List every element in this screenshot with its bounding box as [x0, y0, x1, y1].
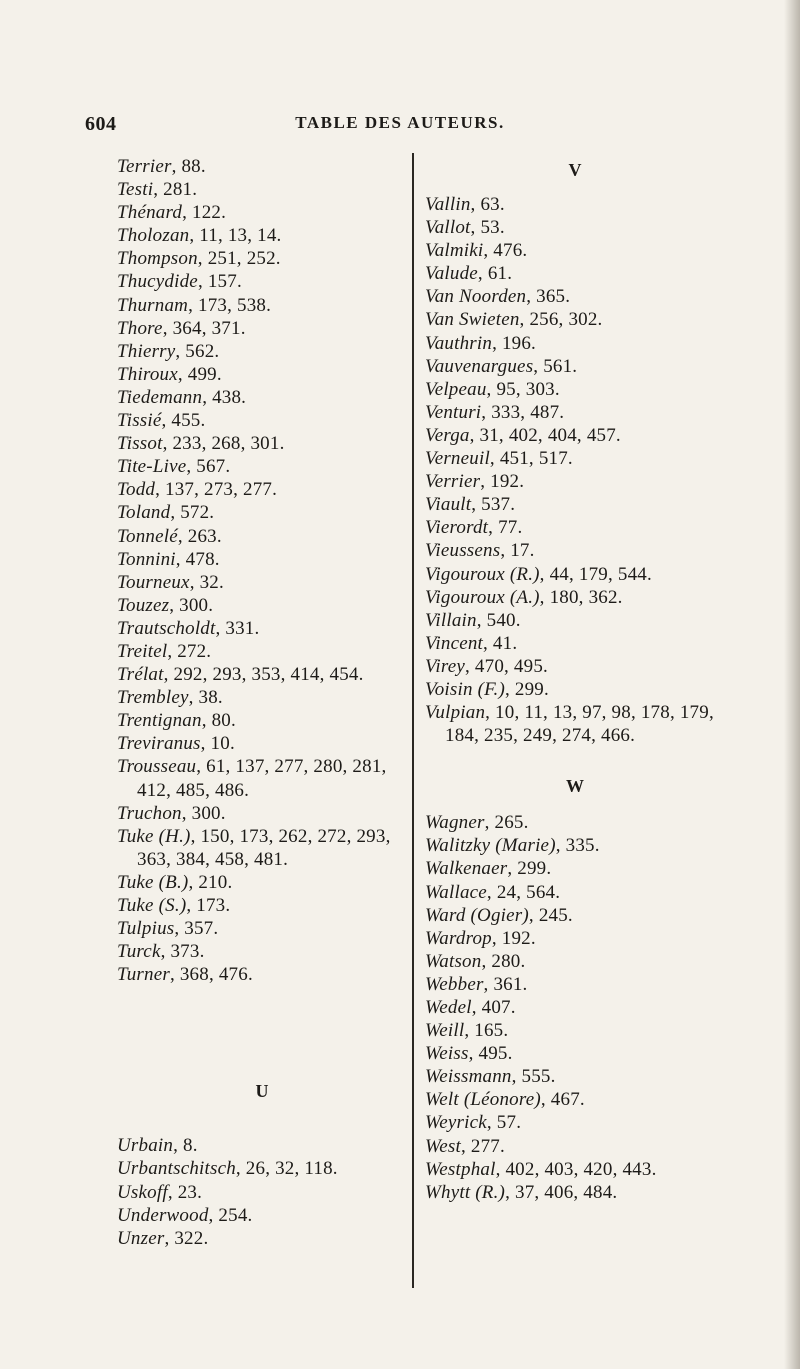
- author-name: Tholozan: [117, 225, 190, 247]
- author-name: Underwood: [117, 1204, 209, 1226]
- index-entry: [117, 294, 407, 317]
- index-entry: [425, 1135, 725, 1158]
- page-references: , 233, 268, 301.: [162, 433, 285, 455]
- index-entry: [117, 548, 407, 571]
- index-entry: [425, 239, 725, 262]
- index-entry: [117, 363, 407, 386]
- left-column: [117, 155, 407, 1250]
- index-entry: [425, 378, 725, 401]
- index-entry: [425, 973, 725, 996]
- author-name: Trélat: [117, 664, 164, 686]
- author-qualifier: (R.): [470, 1181, 506, 1203]
- author-name: Trousseau: [117, 756, 197, 778]
- author-name: Valude: [425, 263, 478, 285]
- index-entry: [425, 193, 725, 216]
- author-name: West: [425, 1135, 461, 1157]
- author-name: Trentignan: [117, 710, 202, 732]
- index-entry: [425, 447, 725, 470]
- page-references: , 373.: [160, 941, 205, 963]
- page-references: , 292, 293, 353, 414, 454.: [163, 664, 364, 686]
- index-entry: [117, 1204, 407, 1227]
- entries-v: [425, 193, 725, 747]
- page-references: , 263.: [177, 525, 222, 547]
- author-name: Weill: [425, 1020, 465, 1042]
- author-name: Thiroux: [117, 363, 178, 385]
- index-entry: [117, 802, 407, 825]
- index-entry: [117, 478, 407, 501]
- page-references: , 572.: [170, 502, 215, 524]
- author-name: Welt: [425, 1089, 459, 1111]
- index-entry: [425, 678, 725, 701]
- author-name: Tissot: [117, 433, 163, 455]
- author-name: Tulpius: [117, 918, 175, 940]
- index-entry: [117, 432, 407, 455]
- index-entry: [117, 571, 407, 594]
- author-name: Villain: [425, 609, 477, 631]
- index-entry: [117, 894, 407, 917]
- page-references: , 11, 13, 14.: [189, 225, 282, 247]
- page-references: , 300.: [169, 594, 214, 616]
- author-name: Van Swieten: [425, 309, 520, 331]
- index-entry: [117, 270, 407, 293]
- index-entry: [425, 470, 725, 493]
- right-column: [425, 155, 725, 1204]
- author-name: Voisin: [425, 678, 473, 700]
- author-name: Vauvenargues: [425, 355, 534, 377]
- author-name: Wagner: [425, 812, 485, 834]
- section-letter-u: U: [255, 1081, 269, 1102]
- page-references: , 254.: [208, 1204, 253, 1226]
- index-entry: [117, 409, 407, 432]
- index-entry: [425, 401, 725, 424]
- author-qualifier: (A.): [504, 586, 540, 608]
- index-entry: [425, 655, 725, 678]
- index-entry: [117, 755, 407, 801]
- page-references: , 555.: [511, 1066, 556, 1088]
- index-entry: [425, 609, 725, 632]
- index-entry: [117, 178, 407, 201]
- index-entry: [425, 539, 725, 562]
- page-references: , 476.: [483, 240, 528, 262]
- author-qualifier: (R.): [504, 563, 540, 585]
- index-entry: [117, 317, 407, 340]
- index-entry: [117, 940, 407, 963]
- index-entry: [117, 825, 407, 871]
- column-divider: [412, 153, 414, 1288]
- page-references: , 364, 371.: [162, 317, 246, 339]
- index-entry: [425, 1111, 725, 1134]
- page-references: , 299.: [507, 858, 552, 880]
- index-entry: [117, 525, 407, 548]
- index-entry: [425, 563, 725, 586]
- index-entry: [117, 1157, 407, 1180]
- page-references: , 26, 32, 118.: [235, 1158, 338, 1180]
- index-entry: [117, 455, 407, 478]
- index-entry: [425, 950, 725, 973]
- page-references: , 567.: [186, 456, 231, 478]
- section-gap: [117, 986, 407, 1076]
- page-references: , 38.: [188, 687, 223, 709]
- author-name: Treitel: [117, 640, 168, 662]
- author-name: Vigouroux: [425, 563, 505, 585]
- author-qualifier: (B.): [153, 871, 189, 893]
- author-name: Vierordt: [425, 517, 489, 539]
- page-references: , 277.: [461, 1135, 505, 1157]
- index-entry: [425, 632, 725, 655]
- author-name: Tiedemann: [117, 386, 203, 408]
- author-name: Tissié: [117, 410, 162, 432]
- index-entry: [117, 963, 407, 986]
- author-name: Verga: [425, 424, 470, 446]
- author-name: Turner: [117, 964, 170, 986]
- page-edge-shadow: [784, 0, 800, 1369]
- page-number: 604: [85, 113, 117, 135]
- page-references: , 438.: [202, 386, 247, 408]
- index-entry: [425, 881, 725, 904]
- author-name: Weyrick: [425, 1112, 487, 1134]
- index-entry: [425, 285, 725, 308]
- page-references: , 53.: [470, 217, 505, 239]
- page-references: , 451, 517.: [489, 448, 573, 470]
- author-name: Vulpian: [425, 702, 486, 724]
- page-references: , 272.: [167, 640, 212, 662]
- author-qualifier: (F.): [472, 678, 505, 700]
- author-name: Todd: [117, 479, 156, 501]
- author-name: Thompson: [117, 248, 198, 270]
- author-name: Van Noorden: [425, 286, 527, 308]
- author-name: Uskoff: [117, 1181, 168, 1203]
- page-references: , 331.: [215, 617, 260, 639]
- author-qualifier: (Léonore): [458, 1089, 541, 1111]
- author-qualifier: (S.): [153, 895, 187, 916]
- author-name: Watson: [425, 950, 482, 972]
- page-references: , 333, 487.: [481, 401, 565, 423]
- author-name: Valmiki: [425, 240, 484, 262]
- index-entry: [117, 617, 407, 640]
- page-references: , 17.: [500, 540, 535, 562]
- section-letter-w: W: [566, 776, 584, 797]
- page-references: , 322.: [164, 1227, 209, 1249]
- page-references: , 265.: [484, 812, 529, 834]
- index-entry: [117, 155, 407, 178]
- page-references: , 41.: [483, 632, 518, 654]
- page-references: , 44, 179, 544.: [539, 563, 652, 585]
- author-name: Tuke: [117, 825, 154, 847]
- page-references: , 365.: [526, 286, 571, 308]
- page-references: , 281.: [153, 179, 198, 201]
- author-name: Tuke: [117, 871, 154, 893]
- page-references: , 357.: [174, 918, 219, 940]
- author-name: Verrier: [425, 471, 481, 493]
- running-head-title: TABLE DES AUTEURS.: [295, 113, 505, 132]
- author-name: Wedel: [425, 997, 472, 1018]
- page-references: , 61.: [477, 263, 513, 285]
- index-entry: [425, 1088, 725, 1111]
- index-entry: [117, 709, 407, 732]
- author-name: Tonnini: [117, 548, 176, 570]
- author-name: Wallace: [425, 881, 487, 903]
- page-references: , 251, 252.: [197, 248, 281, 270]
- author-name: Webber: [425, 973, 484, 995]
- author-name: Trembley: [117, 687, 189, 709]
- page-references: , 361.: [483, 973, 528, 995]
- page-references: , 88.: [171, 156, 206, 177]
- entries-w: [425, 811, 725, 1204]
- index-entry: [425, 332, 725, 355]
- page-references: , 300.: [181, 802, 226, 824]
- author-qualifier: (Marie): [490, 835, 556, 857]
- page-references: , 467.: [540, 1089, 585, 1111]
- index-entry: [117, 1134, 407, 1157]
- author-name: Venturi: [425, 401, 482, 423]
- index-entry: [117, 340, 407, 363]
- page-references: , 77.: [488, 517, 523, 539]
- author-name: Tite-Live: [117, 456, 187, 478]
- index-entry: [425, 1065, 725, 1088]
- page-references: , 407.: [471, 997, 516, 1018]
- author-name: Urbain: [117, 1135, 174, 1157]
- author-name: Vauthrin: [425, 332, 493, 354]
- index-entry: [117, 224, 407, 247]
- author-name: Urbantschitsch: [117, 1158, 236, 1180]
- author-name: Weiss: [425, 1043, 469, 1065]
- author-name: Ward: [425, 904, 466, 926]
- page-references: , 402, 403, 420, 443.: [495, 1158, 657, 1180]
- author-name: Unzer: [117, 1227, 165, 1249]
- author-name: Vallot: [425, 217, 471, 239]
- page-references: , 37, 406, 484.: [505, 1181, 618, 1203]
- page-references: , 499.: [177, 363, 222, 385]
- page-references: , 192.: [480, 471, 525, 493]
- author-name: Walkenaer: [425, 858, 508, 880]
- author-name: Vieussens: [425, 540, 501, 562]
- index-entry: [425, 834, 725, 857]
- page-references: , 245.: [528, 904, 573, 926]
- page-references: , 23.: [167, 1181, 203, 1203]
- author-name: Tourneux: [117, 571, 190, 593]
- page-references: , 63.: [470, 194, 505, 215]
- page-references: , 196.: [492, 332, 537, 354]
- section-gap: [425, 747, 725, 771]
- author-name: Vallin: [425, 194, 471, 215]
- index-entry: [117, 732, 407, 755]
- author-qualifier: (H.): [153, 825, 191, 847]
- index-entry: [425, 424, 725, 447]
- author-name: Toland: [117, 502, 171, 524]
- author-name: Tonnelé: [117, 525, 178, 547]
- page-references: , 80.: [201, 710, 236, 732]
- index-entry: [117, 871, 407, 894]
- index-entry: [117, 201, 407, 224]
- page-references: , 122.: [182, 202, 227, 224]
- author-name: Trautscholdt: [117, 617, 216, 639]
- page-references: , 57.: [486, 1112, 522, 1134]
- index-entry: [117, 686, 407, 709]
- index-entry: [117, 640, 407, 663]
- author-name: Vigouroux: [425, 586, 505, 608]
- index-entry: [425, 904, 725, 927]
- page-references: , 256, 302.: [519, 309, 603, 331]
- author-qualifier: (Ogier): [465, 904, 529, 926]
- author-name: Westphal: [425, 1158, 496, 1180]
- page-references: , 95, 303.: [486, 378, 560, 400]
- index-entry: [425, 1019, 725, 1042]
- page-references: , 157.: [197, 271, 242, 293]
- index-entry: [425, 1158, 725, 1181]
- page-references: , 368, 476.: [169, 964, 253, 986]
- author-name: Whytt: [425, 1181, 471, 1203]
- index-entry: [117, 917, 407, 940]
- page-references: , 150, 173, 262, 272, 293, 363, 384, 458, 481.: [137, 825, 391, 870]
- author-name: Velpeau: [425, 378, 487, 400]
- author-name: Weissmann: [425, 1066, 512, 1088]
- page-references: , 561.: [533, 355, 578, 377]
- page-references: , 8.: [173, 1135, 198, 1157]
- page-references: , 478.: [175, 548, 220, 570]
- author-name: Virey: [425, 655, 466, 677]
- author-name: Thurnam: [117, 294, 189, 316]
- page-references: , 335.: [555, 835, 600, 857]
- author-name: Thierry: [117, 340, 176, 362]
- index-entry: [425, 811, 725, 834]
- index-entry: [425, 355, 725, 378]
- index-entry: [117, 501, 407, 524]
- author-name: Thénard: [117, 202, 183, 224]
- author-name: Thucydide: [117, 271, 198, 293]
- author-name: Wardrop: [425, 927, 492, 949]
- page-references: , 495.: [468, 1043, 513, 1065]
- index-entry: [425, 216, 725, 239]
- page-references: , 210.: [188, 871, 233, 893]
- page-references: , 31, 402, 404, 457.: [469, 424, 621, 446]
- page-references: , 32.: [189, 571, 224, 593]
- index-entry: [117, 1181, 407, 1204]
- author-name: Walitzky: [425, 835, 491, 857]
- index-entry: [425, 1042, 725, 1065]
- author-name: Terrier: [117, 156, 172, 177]
- entries-t: [117, 155, 407, 986]
- index-entry: [425, 857, 725, 880]
- index-entry: [425, 996, 725, 1019]
- index-entry: [425, 586, 725, 609]
- index-entry: [425, 1181, 725, 1204]
- author-name: Treviranus: [117, 733, 201, 755]
- author-name: Touzez: [117, 594, 170, 616]
- page-references: , 10, 11, 13, 97, 98, 178, 179, 184, 235, 249, 274, 466.: [445, 702, 714, 747]
- page-references: , 24, 564.: [486, 881, 561, 903]
- page-references: , 165.: [464, 1020, 509, 1042]
- index-entry: [117, 663, 407, 686]
- author-name: Testi: [117, 179, 154, 201]
- index-entry: [117, 247, 407, 270]
- author-name: Turck: [117, 941, 161, 963]
- index-entry: [425, 262, 725, 285]
- page-references: , 61, 137, 277, 280, 281, 412, 485, 486.: [137, 756, 387, 801]
- page-references: , 180, 362.: [539, 586, 623, 608]
- page-references: , 299.: [504, 678, 549, 700]
- page-references: , 537.: [471, 494, 516, 516]
- page-references: , 192.: [491, 927, 536, 949]
- index-entry: [425, 701, 725, 747]
- index-entry: [425, 308, 725, 331]
- page-references: , 280.: [481, 950, 526, 972]
- page-references: , 10.: [200, 733, 235, 755]
- section-letter-v: V: [568, 160, 582, 180]
- page-references: , 455.: [161, 410, 206, 432]
- author-name: Truchon: [117, 802, 182, 824]
- author-name: Verneuil: [425, 448, 490, 470]
- page-references: , 562.: [175, 340, 220, 362]
- author-name: Vincent: [425, 632, 484, 654]
- entries-u: [117, 1134, 407, 1249]
- page-references: , 173, 538.: [188, 294, 272, 316]
- author-name: Thore: [117, 317, 163, 339]
- index-entry: [425, 493, 725, 516]
- page-references: , 540.: [476, 609, 521, 631]
- author-name: Tuke: [117, 895, 154, 916]
- author-name: Viault: [425, 494, 472, 516]
- index-entry: [117, 386, 407, 409]
- index-entry: [425, 927, 725, 950]
- index-entry: [117, 1227, 407, 1250]
- page-references: , 173.: [186, 895, 231, 916]
- index-entry: [425, 516, 725, 539]
- page-references: , 137, 273, 277.: [155, 479, 278, 501]
- page-references: , 470, 495.: [465, 655, 548, 677]
- index-entry: [117, 594, 407, 617]
